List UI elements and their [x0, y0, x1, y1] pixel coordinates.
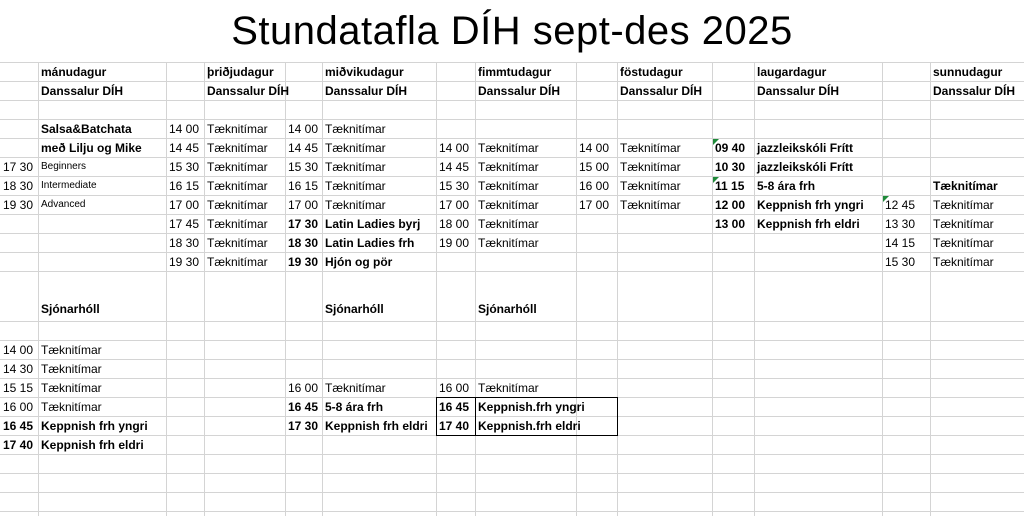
- schedule-cell: jazzleikskóli Frítt: [757, 141, 854, 155]
- schedule-cell: 14 00: [169, 122, 200, 136]
- schedule-cell: 14 45: [288, 141, 319, 155]
- schedule-cell: Tæknitímar: [41, 343, 102, 357]
- schedule-cell: 14 15: [885, 236, 916, 250]
- schedule-cell: 14 45: [169, 141, 200, 155]
- grid-row-line: [0, 359, 1024, 360]
- schedule-cell: 17 30: [288, 217, 319, 231]
- schedule-cell: 09 40: [715, 141, 746, 155]
- schedule-cell: 16 00: [3, 400, 34, 414]
- schedule-cell: Keppnish frh eldri: [757, 217, 860, 231]
- schedule-cell: 17 00: [169, 198, 200, 212]
- cell-border: [475, 397, 476, 435]
- schedule-cell: 18 00: [439, 217, 470, 231]
- grid-row-line: [0, 321, 1024, 322]
- schedule-cell: Intermediate: [41, 180, 97, 191]
- schedule-cell: 16 45: [288, 400, 319, 414]
- grid-row-line: [0, 100, 1024, 101]
- schedule-cell: 15 30: [169, 160, 200, 174]
- grid-row-line: [0, 340, 1024, 341]
- grid-row-line: [0, 473, 1024, 474]
- schedule-cell: Tæknitímar: [325, 179, 386, 193]
- schedule-cell: 17 40: [439, 419, 470, 433]
- schedule-cell: 16 45: [3, 419, 34, 433]
- schedule-cell: Danssalur DÍH: [933, 84, 1016, 98]
- schedule-cell: 14 00: [439, 141, 470, 155]
- schedule-cell: Keppnish frh eldri: [41, 438, 144, 452]
- schedule-cell: Advanced: [41, 199, 86, 210]
- schedule-cell: Tæknitímar: [207, 179, 268, 193]
- schedule-cell: Tæknitímar: [478, 179, 539, 193]
- schedule-cell: Tæknitímar: [933, 236, 994, 250]
- schedule-cell: 14 00: [3, 343, 34, 357]
- schedule-cell: Sjónarhóll: [325, 302, 384, 316]
- schedule-cell: Keppnish.frh eldri: [478, 419, 581, 433]
- grid-row-line: [0, 195, 1024, 196]
- schedule-cell: Tæknitímar: [325, 141, 386, 155]
- schedule-cell: 15 30: [885, 255, 916, 269]
- schedule-cell: Danssalur DÍH: [325, 84, 408, 98]
- schedule-cell: 19 30: [3, 198, 34, 212]
- cell-border: [436, 435, 617, 436]
- schedule-cell: Tæknitímar: [207, 198, 268, 212]
- schedule-cell: Keppnish frh yngri: [757, 198, 864, 212]
- schedule-cell: 17 00: [439, 198, 470, 212]
- grid-column-line: [475, 62, 476, 516]
- schedule-cell: 18 30: [169, 236, 200, 250]
- schedule-cell: Salsa&Batchata: [41, 122, 132, 136]
- grid-column-line: [617, 62, 618, 516]
- grid-column-line: [882, 62, 883, 516]
- schedule-cell: 18 30: [3, 179, 34, 193]
- schedule-cell: Danssalur DÍH: [207, 84, 290, 98]
- cell-border: [617, 397, 618, 436]
- schedule-cell: Tæknitímar: [478, 236, 539, 250]
- schedule-cell: 17 30: [3, 160, 34, 174]
- schedule-cell: Tæknitímar: [325, 198, 386, 212]
- schedule-cell: Tæknitímar: [620, 141, 681, 155]
- schedule-cell: mánudagur: [41, 65, 107, 79]
- schedule-cell: Tæknitímar: [620, 179, 681, 193]
- schedule-cell: Tæknitímar: [478, 141, 539, 155]
- schedule-cell: Keppnish frh yngri: [41, 419, 148, 433]
- schedule-cell: Latin Ladies frh: [325, 236, 415, 250]
- schedule-cell: 15 15: [3, 381, 34, 395]
- schedule-cell: sunnudagur: [933, 65, 1003, 79]
- grid-row-line: [0, 214, 1024, 215]
- schedule-cell: 16 00: [288, 381, 319, 395]
- schedule-cell: fimmtudagur: [478, 65, 552, 79]
- schedule-cell: 16 45: [439, 400, 470, 414]
- schedule-cell: Tæknitímar: [478, 217, 539, 231]
- page-title: Stundatafla DÍH sept-des 2025: [231, 9, 793, 53]
- grid-row-line: [0, 511, 1024, 512]
- grid-row-line: [0, 157, 1024, 158]
- schedule-cell: 15 00: [579, 160, 610, 174]
- schedule-cell: 19 30: [288, 255, 319, 269]
- grid-column-line: [436, 62, 437, 516]
- grid-row-line: [0, 492, 1024, 493]
- schedule-cell: 17 30: [288, 419, 319, 433]
- schedule-cell: 15 30: [288, 160, 319, 174]
- schedule-cell: Tæknitímar: [41, 362, 102, 376]
- schedule-cell: Tæknitímar: [478, 198, 539, 212]
- schedule-cell: með Lilju og Mike: [41, 141, 142, 155]
- schedule-cell: Tæknitímar: [41, 400, 102, 414]
- schedule-cell: 19 30: [169, 255, 200, 269]
- schedule-cell: Hjón og pör: [325, 255, 393, 269]
- schedule-cell: 5-8 ára frh: [325, 400, 384, 414]
- schedule-cell: Tæknitímar: [478, 160, 539, 174]
- schedule-cell: Tæknitímar: [207, 141, 268, 155]
- schedule-cell: Danssalur DÍH: [41, 84, 124, 98]
- grid-row-line: [0, 138, 1024, 139]
- schedule-cell: Tæknitímar: [325, 160, 386, 174]
- schedule-cell: Tæknitímar: [207, 217, 268, 231]
- grid-row-line: [0, 119, 1024, 120]
- schedule-cell: 11 15: [715, 179, 745, 193]
- grid-row-line: [0, 176, 1024, 177]
- schedule-cell: Latin Ladies byrj: [325, 217, 421, 231]
- schedule-cell: Tæknitímar: [207, 160, 268, 174]
- schedule-grid: [0, 62, 1024, 516]
- grid-row-line: [0, 416, 1024, 417]
- schedule-cell: 5-8 ára frh: [757, 179, 816, 193]
- schedule-cell: 18 30: [288, 236, 319, 250]
- schedule-cell: 13 00: [715, 217, 746, 231]
- schedule-cell: Tæknitímar: [933, 255, 994, 269]
- grid-row-line: [0, 62, 1024, 63]
- comment-marker-icon: [713, 177, 719, 183]
- schedule-cell: föstudagur: [620, 65, 683, 79]
- schedule-cell: 17 45: [169, 217, 200, 231]
- schedule-cell: 16 00: [439, 381, 470, 395]
- schedule-cell: Danssalur DÍH: [478, 84, 561, 98]
- schedule-cell: Tæknitímar: [207, 255, 268, 269]
- schedule-cell: 16 00: [579, 179, 610, 193]
- grid-row-line: [0, 252, 1024, 253]
- grid-row-line: [0, 378, 1024, 379]
- grid-row-line: [0, 454, 1024, 455]
- schedule-cell: laugardagur: [757, 65, 827, 79]
- schedule-cell: þriðjudagur: [207, 65, 274, 79]
- schedule-cell: 19 00: [439, 236, 470, 250]
- schedule-cell: Keppnish frh eldri: [325, 419, 428, 433]
- cell-border: [436, 397, 617, 398]
- schedule-cell: Tæknitímar: [325, 381, 386, 395]
- schedule-cell: Tæknitímar: [620, 198, 681, 212]
- schedule-cell: Tæknitímar: [478, 381, 539, 395]
- schedule-cell: Beginners: [41, 161, 87, 172]
- schedule-cell: Danssalur DÍH: [620, 84, 703, 98]
- schedule-cell: 14 30: [3, 362, 34, 376]
- schedule-cell: Tæknitímar: [933, 217, 994, 231]
- schedule-cell: 17 40: [3, 438, 34, 452]
- schedule-cell: 14 00: [288, 122, 319, 136]
- schedule-cell: Tæknitímar: [933, 179, 998, 193]
- grid-column-line: [576, 62, 577, 516]
- grid-row-line: [0, 233, 1024, 234]
- schedule-cell: 12 45: [885, 198, 916, 212]
- schedule-cell: 12 00: [715, 198, 746, 212]
- schedule-cell: 17 00: [579, 198, 610, 212]
- schedule-cell: Tæknitímar: [207, 122, 268, 136]
- schedule-cell: jazzleikskóli Frítt: [757, 160, 854, 174]
- grid-column-line: [712, 62, 713, 516]
- schedule-cell: Sjónarhóll: [41, 302, 100, 316]
- schedule-cell: Keppnish.frh yngri: [478, 400, 585, 414]
- schedule-cell: Tæknitímar: [41, 381, 102, 395]
- grid-row-line: [0, 81, 1024, 82]
- schedule-cell: 10 30: [715, 160, 746, 174]
- schedule-cell: Tæknitímar: [207, 236, 268, 250]
- schedule-cell: 17 00: [288, 198, 319, 212]
- schedule-cell: 16 15: [169, 179, 200, 193]
- schedule-cell: Tæknitímar: [620, 160, 681, 174]
- schedule-cell: 15 30: [439, 179, 470, 193]
- schedule-cell: 14 00: [579, 141, 610, 155]
- comment-marker-icon: [883, 196, 889, 202]
- comment-marker-icon: [713, 139, 719, 145]
- schedule-cell: 13 30: [885, 217, 916, 231]
- grid-column-line: [930, 62, 931, 516]
- grid-row-line: [0, 271, 1024, 272]
- schedule-cell: Tæknitímar: [325, 122, 386, 136]
- cell-border: [436, 397, 437, 435]
- schedule-cell: 16 15: [288, 179, 319, 193]
- schedule-cell: Tæknitímar: [933, 198, 994, 212]
- schedule-cell: Sjónarhóll: [478, 302, 537, 316]
- schedule-cell: Danssalur DÍH: [757, 84, 840, 98]
- grid-column-line: [754, 62, 755, 516]
- schedule-cell: 14 45: [439, 160, 470, 174]
- schedule-cell: miðvikudagur: [325, 65, 404, 79]
